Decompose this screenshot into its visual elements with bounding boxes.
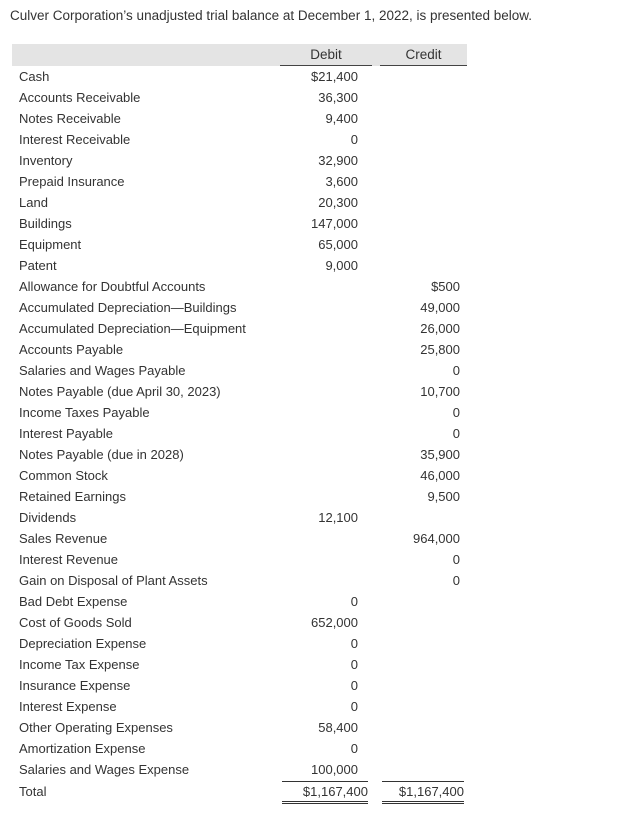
table-row — [12, 318, 467, 339]
credit-amount: 0 — [452, 405, 460, 420]
debit-amount: 36,300 — [318, 90, 358, 105]
table-row — [12, 150, 467, 171]
table-row — [12, 759, 467, 780]
account-name: Accounts Receivable — [19, 90, 141, 105]
account-name: Other Operating Expenses — [19, 720, 173, 735]
debit-amount: 0 — [350, 132, 358, 147]
debit-subtotal-rule — [282, 781, 368, 782]
credit-amount: 26,000 — [420, 321, 460, 336]
account-name: Income Taxes Payable — [19, 405, 150, 420]
account-name: Accumulated Depreciation—Equipment — [19, 321, 246, 336]
account-name: Notes Receivable — [19, 111, 121, 126]
table-row — [12, 108, 467, 129]
debit-amount: 65,000 — [318, 237, 358, 252]
account-name: Notes Payable (due in 2028) — [19, 447, 184, 462]
debit-amount: 0 — [350, 594, 358, 609]
table-row — [12, 213, 467, 234]
account-name: Buildings — [19, 216, 72, 231]
account-name: Interest Expense — [19, 699, 117, 714]
account-name: Interest Receivable — [19, 132, 131, 147]
table-row — [12, 423, 467, 444]
table-row — [12, 381, 467, 402]
account-name: Amortization Expense — [19, 741, 146, 756]
debit-amount: $21,400 — [311, 69, 358, 84]
debit-amount: 0 — [350, 636, 358, 651]
account-name: Accumulated Depreciation—Buildings — [19, 300, 237, 315]
table-row — [12, 717, 467, 738]
debit-amount: 0 — [350, 699, 358, 714]
account-name: Accounts Payable — [19, 342, 124, 357]
credit-amount: 10,700 — [420, 384, 460, 399]
debit-amount: 9,400 — [325, 111, 358, 126]
table-row — [12, 612, 467, 633]
table-header — [12, 44, 467, 66]
account-name: Interest Revenue — [19, 552, 119, 567]
total-debit: $1,167,400 — [282, 781, 368, 804]
account-name: Gain on Disposal of Plant Assets — [19, 573, 208, 588]
debit-amount: 12,100 — [318, 510, 358, 525]
debit-column-header: Debit — [280, 44, 372, 66]
account-name: Sales Revenue — [19, 531, 108, 546]
table-row — [12, 507, 467, 528]
table-row — [12, 696, 467, 717]
account-name: Salaries and Wages Expense — [19, 762, 190, 777]
account-name: Bad Debt Expense — [19, 594, 128, 609]
table-row — [12, 171, 467, 192]
credit-amount: 964,000 — [413, 531, 460, 546]
debit-amount: 20,300 — [318, 195, 358, 210]
account-name: Dividends — [19, 510, 77, 525]
account-name: Salaries and Wages Payable — [19, 363, 186, 378]
account-name: Insurance Expense — [19, 678, 131, 693]
table-row — [12, 549, 467, 570]
account-name: Income Tax Expense — [19, 657, 140, 672]
credit-amount: 0 — [452, 573, 460, 588]
debit-amount: 0 — [350, 741, 358, 756]
table-row — [12, 297, 467, 318]
credit-amount: 9,500 — [427, 489, 460, 504]
account-name: Interest Payable — [19, 426, 113, 441]
account-name: Depreciation Expense — [19, 636, 147, 651]
table-body — [12, 66, 467, 780]
table-row — [12, 192, 467, 213]
account-name: Retained Earnings — [19, 489, 126, 504]
credit-subtotal-rule — [382, 781, 464, 782]
account-name: Notes Payable (due April 30, 2023) — [19, 384, 221, 399]
table-row — [12, 633, 467, 654]
table-row — [12, 66, 467, 87]
credit-amount: 35,900 — [420, 447, 460, 462]
trial-balance-table — [12, 44, 467, 802]
credit-amount: 49,000 — [420, 300, 460, 315]
debit-amount: 3,600 — [325, 174, 358, 189]
debit-amount: 100,000 — [311, 762, 358, 777]
total-credit: $1,167,400 — [382, 781, 464, 804]
debit-amount: 0 — [350, 678, 358, 693]
debit-amount: 32,900 — [318, 153, 358, 168]
debit-amount: 652,000 — [311, 615, 358, 630]
table-row — [12, 591, 467, 612]
table-row — [12, 255, 467, 276]
table-row — [12, 87, 467, 108]
credit-amount: $500 — [431, 279, 460, 294]
account-name: Land — [19, 195, 48, 210]
debit-amount: 9,000 — [325, 258, 358, 273]
account-name: Common Stock — [19, 468, 108, 483]
table-row — [12, 276, 467, 297]
account-name: Inventory — [19, 153, 73, 168]
credit-amount: 0 — [452, 363, 460, 378]
total-label: Total — [19, 784, 47, 799]
debit-amount: 58,400 — [318, 720, 358, 735]
credit-column-header: Credit — [380, 44, 467, 66]
table-row — [12, 738, 467, 759]
account-name: Prepaid Insurance — [19, 174, 125, 189]
account-name: Allowance for Doubtful Accounts — [19, 279, 206, 294]
total-row — [12, 781, 467, 802]
credit-amount: 0 — [452, 426, 460, 441]
table-row — [12, 465, 467, 486]
account-name: Cash — [19, 69, 50, 84]
table-row — [12, 444, 467, 465]
table-row — [12, 570, 467, 591]
table-row — [12, 129, 467, 150]
table-row — [12, 339, 467, 360]
credit-amount: 46,000 — [420, 468, 460, 483]
table-row — [12, 234, 467, 255]
debit-amount: 0 — [350, 657, 358, 672]
table-row — [12, 360, 467, 381]
account-name: Patent — [19, 258, 57, 273]
credit-amount: 25,800 — [420, 342, 460, 357]
table-row — [12, 528, 467, 549]
table-row — [12, 675, 467, 696]
credit-amount: 0 — [452, 552, 460, 567]
table-row — [12, 654, 467, 675]
intro-text: Culver Corporation’s unadjusted trial balance at December 1, 2022, is presented below. — [10, 8, 533, 23]
table-row — [12, 402, 467, 423]
table-row — [12, 486, 467, 507]
account-name: Cost of Goods Sold — [19, 615, 132, 630]
account-name: Equipment — [19, 237, 82, 252]
debit-amount: 147,000 — [311, 216, 358, 231]
